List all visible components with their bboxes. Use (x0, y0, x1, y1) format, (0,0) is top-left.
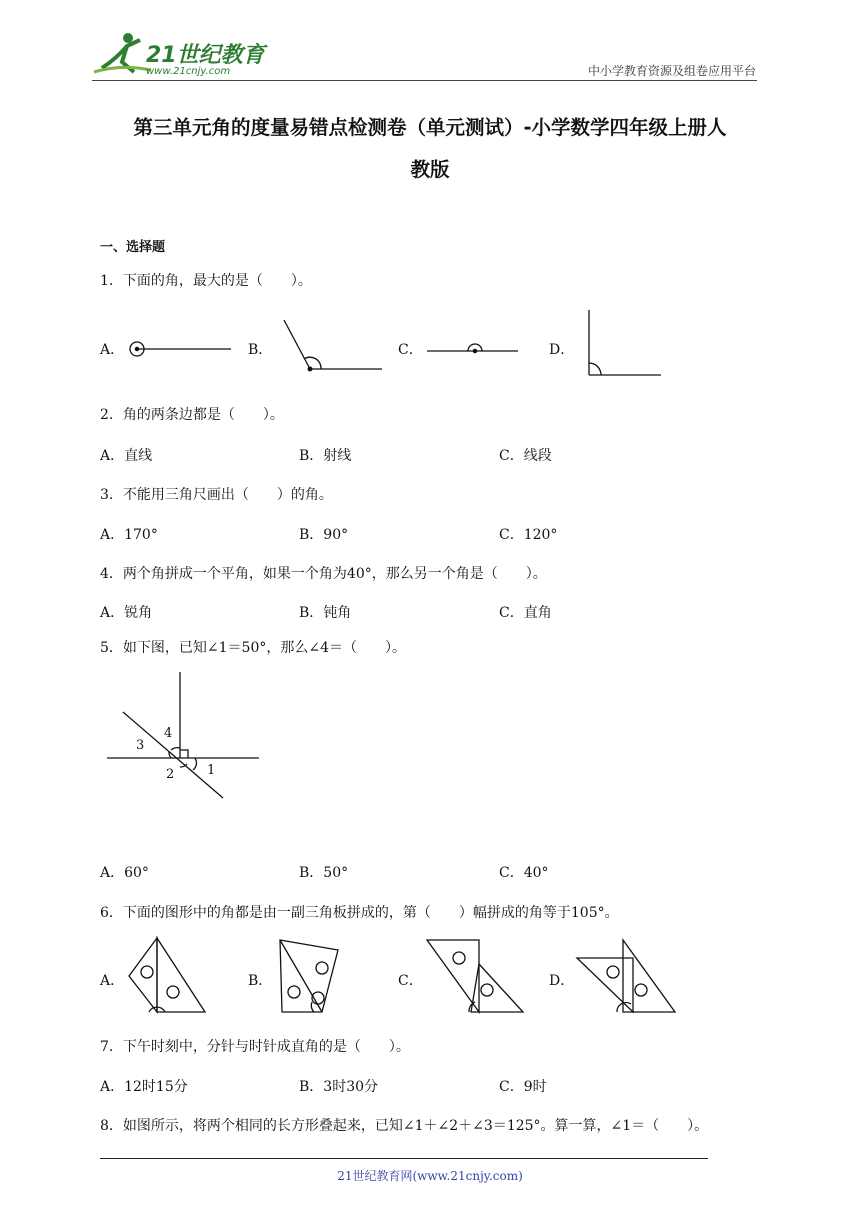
q4-option-a[interactable]: A．锐角 (100, 605, 153, 621)
q1-option-d[interactable]: D． (549, 342, 575, 358)
q2-option-b[interactable]: B．射线 (299, 448, 352, 464)
q5-label-2: 2 (166, 767, 175, 782)
q6-triangles-d-figure (575, 938, 680, 1018)
q7-option-c[interactable]: C．9时 (499, 1079, 547, 1095)
question-7: 7．下午时刻中，分针与时针成直角的是（ ）。 (100, 1039, 410, 1055)
q5-label-3: 3 (136, 738, 145, 753)
question-1: 1．下面的角，最大的是（ ）。 (100, 273, 312, 289)
q5-label-1: 1 (207, 763, 216, 778)
q7-option-a[interactable]: A．12时15分 (100, 1079, 188, 1095)
q4-option-c[interactable]: C．直角 (499, 605, 552, 621)
q1-angle-b-figure (280, 316, 390, 376)
q6-triangles-c-figure (425, 938, 530, 1018)
page-title-line1: 第三单元角的度量易错点检测卷（单元测试）-小学数学四年级上册人 (133, 116, 727, 139)
header-divider (92, 80, 757, 81)
footer-link[interactable]: 21世纪教育网(www.21cnjy.com) (337, 1169, 523, 1183)
page-title-line2: 教版 (410, 158, 450, 181)
question-4: 4．两个角拼成一个平角，如果一个角为40°，那么另一个角是（ ）。 (100, 566, 547, 582)
q1-angle-c-figure (425, 335, 525, 365)
q1-option-b[interactable]: B． (248, 342, 273, 358)
q6-triangles-a-figure (125, 936, 210, 1016)
q1-option-a[interactable]: A． (100, 342, 125, 358)
q5-option-c[interactable]: C．40° (499, 865, 549, 881)
question-2: 2．角的两条边都是（ ）。 (100, 407, 284, 423)
q5-option-a[interactable]: A．60° (100, 865, 149, 881)
q5-option-b[interactable]: B．50° (299, 865, 349, 881)
q4-option-b[interactable]: B．钝角 (299, 605, 352, 621)
q6-option-b[interactable]: B． (248, 973, 273, 989)
question-5: 5．如下图，已知∠1＝50°，那么∠4＝（ ）。 (100, 640, 406, 656)
q7-option-b[interactable]: B．3时30分 (299, 1079, 379, 1095)
section-heading: 一、选择题 (100, 240, 166, 255)
q1-option-c[interactable]: C． (398, 342, 423, 358)
q1-angle-a-figure (125, 335, 235, 365)
q6-option-d[interactable]: D． (549, 973, 575, 989)
q1-angle-d-figure (585, 308, 665, 380)
q6-triangles-b-figure (278, 938, 343, 1018)
q2-option-a[interactable]: A．直线 (100, 448, 153, 464)
q3-option-c[interactable]: C．120° (499, 527, 558, 543)
q3-option-a[interactable]: A．170° (100, 527, 158, 543)
question-3: 3．不能用三角尺画出（ ）的角。 (100, 487, 333, 503)
q5-intersecting-lines-figure (105, 670, 265, 800)
logo-url: www.21cnjy.com (146, 66, 231, 77)
question-8: 8．如图所示，将两个相同的长方形叠起来，已知∠1＋∠2＋∠3＝125°。算一算，∠1＝（ ）。 (100, 1118, 709, 1134)
q6-option-c[interactable]: C． (398, 973, 423, 989)
question-6: 6．下面的图形中的角都是由一副三角板拼成的，第（ ）幅拼成的角等于105°。 (100, 905, 619, 921)
footer-divider (100, 1158, 708, 1159)
logo-text: 21世纪教育 (146, 43, 265, 68)
q3-option-b[interactable]: B．90° (299, 527, 349, 543)
header-platform-text: 中小学教育资源及组卷应用平台 (587, 64, 756, 78)
q2-option-c[interactable]: C．线段 (499, 448, 552, 464)
q5-label-4: 4 (164, 726, 173, 741)
q6-option-a[interactable]: A． (100, 973, 125, 989)
